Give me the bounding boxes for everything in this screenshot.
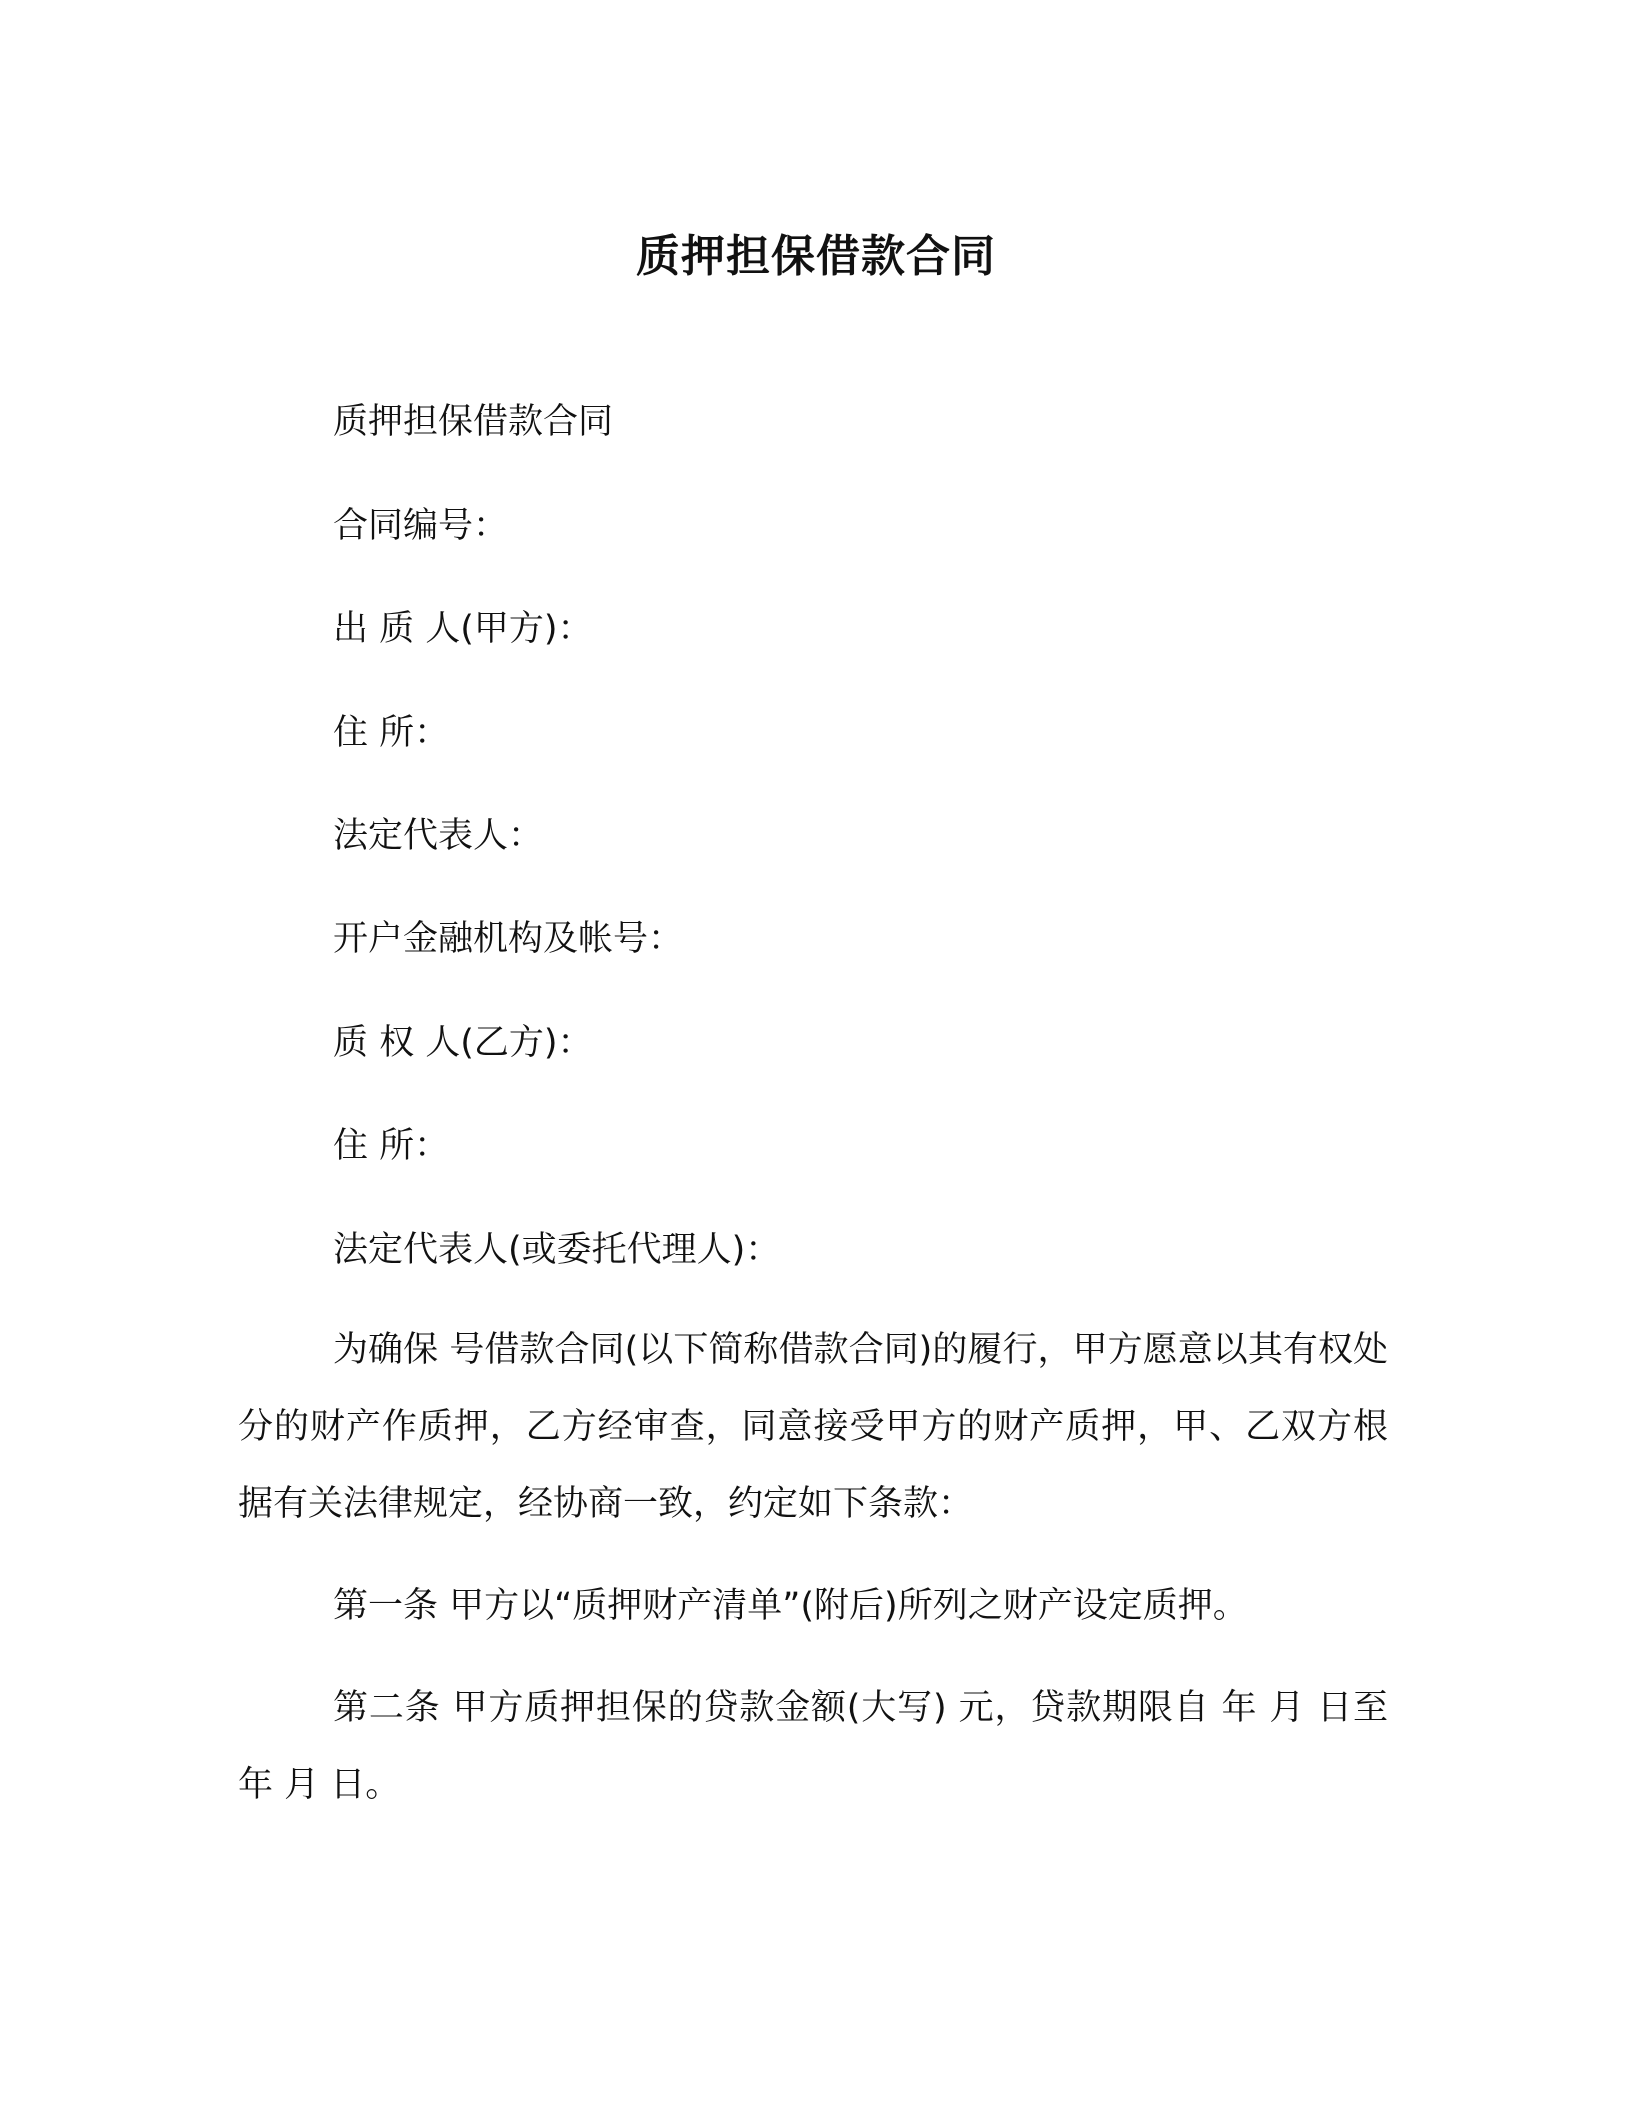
document-title: 质押担保借款合同 xyxy=(636,231,996,282)
pledgee-legal-rep-field: 法定代表人(或委托代理人)： xyxy=(333,1230,781,1270)
article-1-paragraph: 第一条 甲方以“质押财产清单”(附后)所列之财产设定质押。 xyxy=(333,1586,1248,1626)
contract-number-field: 合同编号： xyxy=(333,506,509,546)
pledgor-field: 出 质 人(甲方)： xyxy=(333,609,593,649)
pledgor-legal-rep-field: 法定代表人： xyxy=(333,816,544,856)
pledgor-bank-account-field: 开户金融机构及帐号： xyxy=(333,919,684,959)
preamble-paragraph: 为确保 号借款合同(以下简称借款合同)的履行，甲方愿意以其有权处分的财产作质押，乙方经审查，同意接受甲方的财产质押，甲、乙双方根据有关法律规定，经协商一致，约定如下条款： xyxy=(238,1330,1388,1524)
pledgor-address-field: 住 所： xyxy=(333,713,450,753)
contract-heading: 质押担保借款合同 xyxy=(333,402,614,442)
pledgee-field: 质 权 人(乙方)： xyxy=(333,1023,593,1063)
pledgee-address-field: 住 所： xyxy=(333,1126,450,1166)
article-2-paragraph: 第二条 甲方质押担保的贷款金额(大写) 元，贷款期限自 年 月 日至 年 月 日。 xyxy=(238,1688,1388,1805)
